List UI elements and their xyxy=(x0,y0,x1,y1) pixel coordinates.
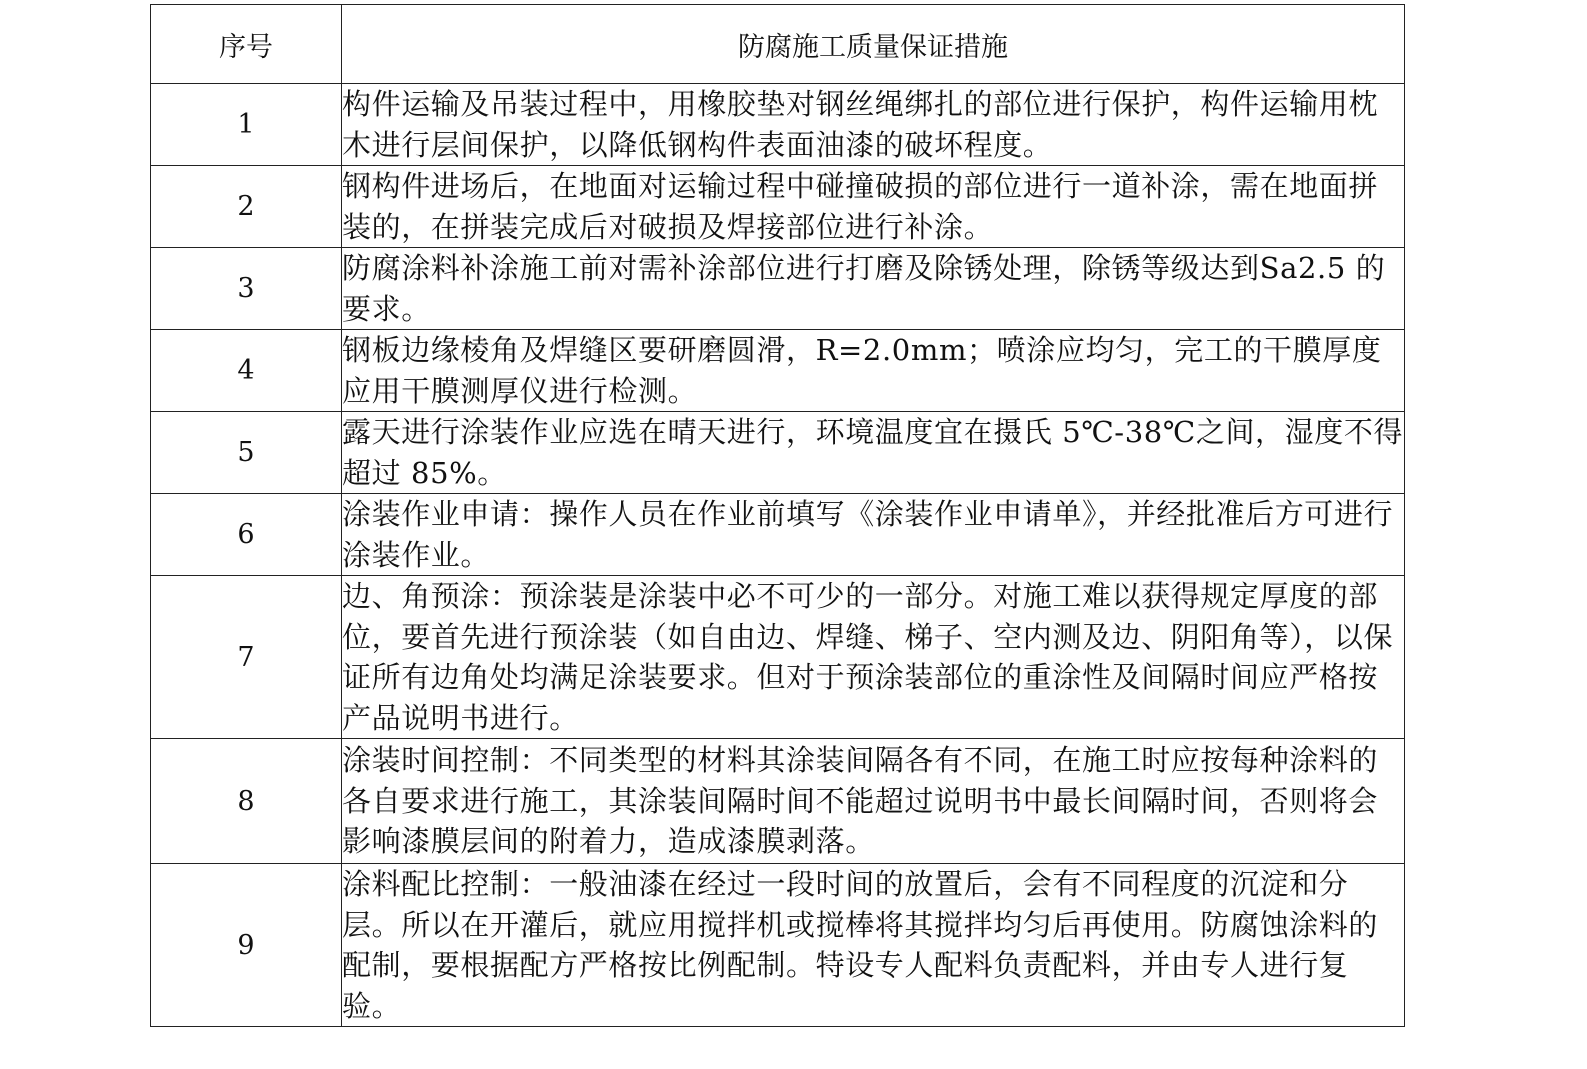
table-row xyxy=(151,494,1405,576)
row-measure-text: 防腐涂料补涂施工前对需补涂部位进行打磨及除锈处理，除锈等级达到Sa2.5 的要求。 xyxy=(342,248,1405,330)
table-row xyxy=(151,864,1405,1027)
row-number: 5 xyxy=(151,412,342,494)
row-number: 7 xyxy=(151,576,342,739)
row-number: 3 xyxy=(151,248,342,330)
table-row xyxy=(151,330,1405,412)
row-measure-text: 边、角预涂：预涂装是涂装中必不可少的一部分。对施工难以获得规定厚度的部位，要首先进行预涂装（如自由边、焊缝、梯子、空内测及边、阴阳角等），以保证所有边角处均满足涂装要求。但对于预涂装部位的重涂性及间隔时间应严格按产品说明书进行。 xyxy=(342,576,1405,739)
row-measure-text: 涂装时间控制：不同类型的材料其涂装间隔各有不同，在施工时应按每种涂料的各自要求进行施工，其涂装间隔时间不能超过说明书中最长间隔时间，否则将会影响漆膜层间的附着力，造成漆膜剥落。 xyxy=(342,739,1405,864)
row-number: 6 xyxy=(151,494,342,576)
row-measure-text: 构件运输及吊装过程中，用橡胶垫对钢丝绳绑扎的部位进行保护，构件运输用枕木进行层间保护，以降低钢构件表面油漆的破坏程度。 xyxy=(342,84,1405,166)
table-row xyxy=(151,84,1405,166)
table-row xyxy=(151,248,1405,330)
quality-measures-table xyxy=(150,4,1405,1027)
row-number: 8 xyxy=(151,739,342,864)
table-row xyxy=(151,166,1405,248)
row-measure-text: 涂料配比控制：一般油漆在经过一段时间的放置后，会有不同程度的沉淀和分层。所以在开灌后，就应用搅拌机或搅棒将其搅拌均匀后再使用。防腐蚀涂料的配制，要根据配方严格按比例配制。特设专人配料负责配料，并由专人进行复验。 xyxy=(342,864,1405,1027)
row-measure-text: 钢构件进场后，在地面对运输过程中碰撞破损的部位进行一道补涂，需在地面拼装的，在拼装完成后对破损及焊接部位进行补涂。 xyxy=(342,166,1405,248)
table-row xyxy=(151,412,1405,494)
row-number: 4 xyxy=(151,330,342,412)
row-measure-text: 涂装作业申请：操作人员在作业前填写《涂装作业申请单》，并经批准后方可进行涂装作业。 xyxy=(342,494,1405,576)
table-row xyxy=(151,739,1405,864)
row-number: 2 xyxy=(151,166,342,248)
table-row xyxy=(151,576,1405,739)
row-measure-text: 钢板边缘棱角及焊缝区要研磨圆滑，R=2.0mm；喷涂应均匀，完工的干膜厚度应用干膜测厚仪进行检测。 xyxy=(342,330,1405,412)
table-header-row xyxy=(151,5,1405,84)
row-number: 9 xyxy=(151,864,342,1027)
row-measure-text: 露天进行涂装作业应选在晴天进行，环境温度宜在摄氏 5℃-38℃之间，湿度不得超过 85%。 xyxy=(342,412,1405,494)
column-header-measures: 防腐施工质量保证措施 xyxy=(342,5,1405,84)
column-header-number: 序号 xyxy=(151,5,342,84)
row-number: 1 xyxy=(151,84,342,166)
